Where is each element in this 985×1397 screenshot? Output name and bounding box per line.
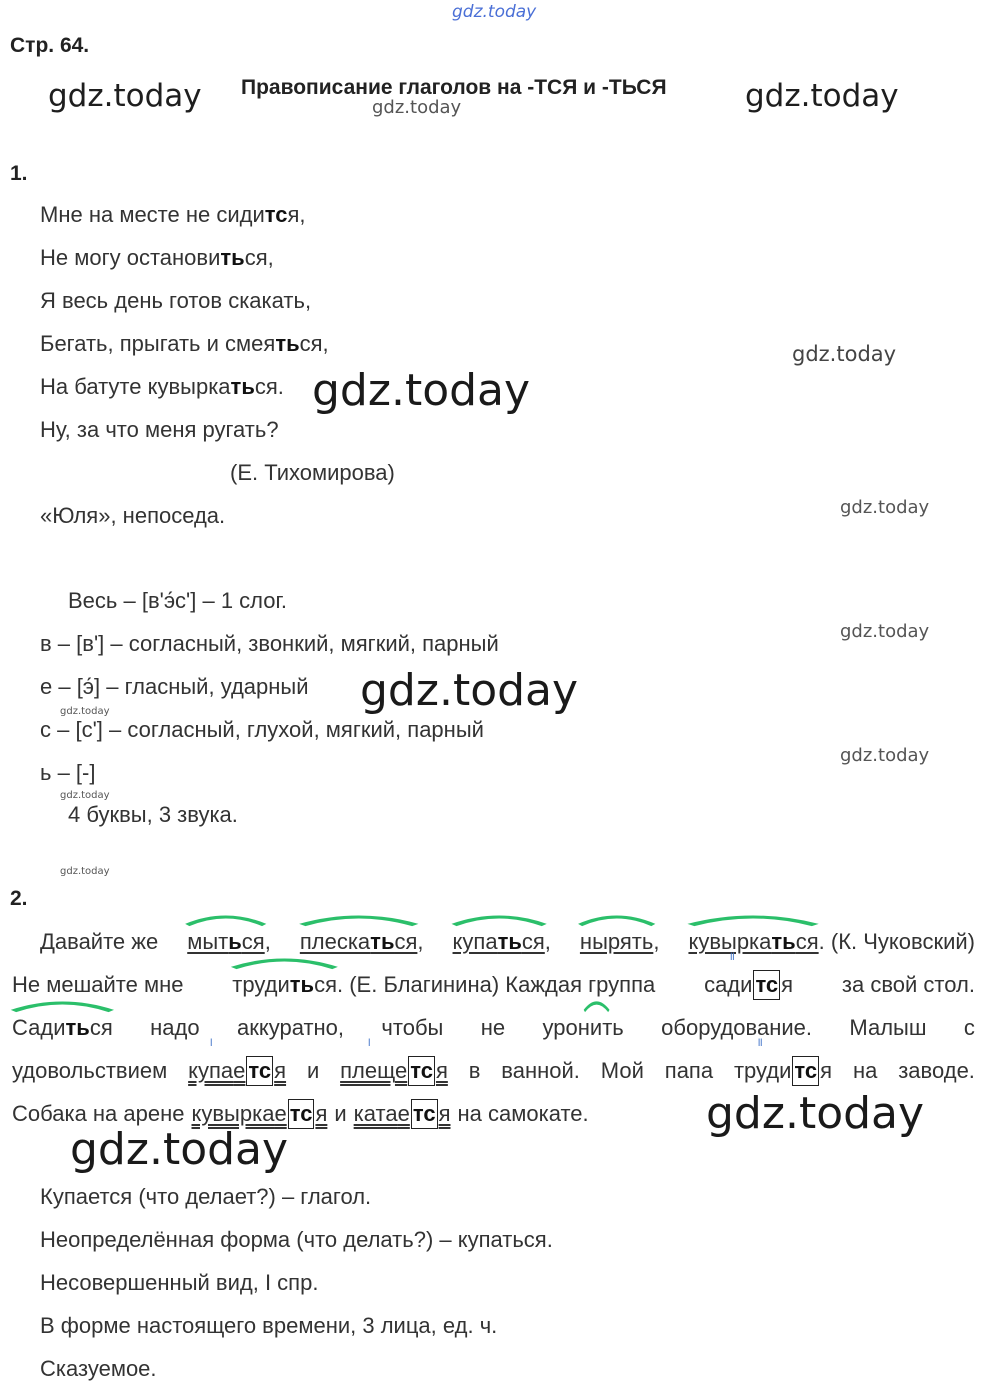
watermark: gdz.today (360, 665, 579, 716)
text-segment: надо (150, 1015, 200, 1040)
analysis-line: Неопределённая форма (что делать?) – купаться. (40, 1227, 553, 1252)
verb: катае тс я (354, 1092, 451, 1135)
verb: уронить (543, 1006, 624, 1049)
stress-mark: ll (730, 952, 735, 963)
poem-author: (Е. Тихомирова) (230, 460, 395, 485)
stress-mark: l (368, 1038, 371, 1049)
text-segment: аккуратно, (236, 1015, 345, 1040)
watermark: gdz.today (745, 78, 899, 114)
watermark: gdz.today (48, 78, 202, 114)
verb: нырять, (580, 920, 660, 963)
text-segment: заводе. (898, 1058, 975, 1083)
verb: ll сади тс я (704, 963, 793, 1006)
watermark: gdz.today (372, 97, 462, 118)
root-mark (296, 911, 422, 927)
text-segment: и (334, 1101, 347, 1126)
verb: мыться, (187, 920, 271, 963)
phonetic-letter: в – [в'] – согласный, звонкий, мягкий, парный (40, 631, 499, 656)
root-mark (183, 911, 268, 927)
text-row (12, 920, 975, 963)
text-segment: чтобы (381, 1015, 444, 1040)
watermark: gdz.today (840, 621, 930, 642)
text-segment: на самокате. (457, 1101, 589, 1126)
watermark: gdz.today (792, 342, 897, 366)
analysis-line: Сказуемое. (40, 1356, 157, 1381)
analysis-line: Купается (что делает?) – глагол. (40, 1184, 372, 1209)
root-mark (583, 997, 610, 1013)
text-segment: не (480, 1015, 506, 1040)
text-segment: папа (664, 1058, 714, 1083)
verb: l купае тс я (188, 1049, 286, 1092)
verb: кувыркае тс я (192, 1092, 328, 1135)
text-row (12, 1006, 975, 1049)
watermark: gdz.today (312, 365, 531, 416)
analysis-line: В форме настоящего времени, 3 лица, ед. ч. (40, 1313, 498, 1338)
stress-mark: l (210, 1038, 213, 1049)
watermark: gdz.today (60, 866, 110, 877)
page-title: Правописание глаголов на -ТСЯ и -ТЬСЯ (241, 76, 667, 99)
verb: кувыркаться. (К. Чуковский) (688, 920, 975, 963)
phonetic-letter: е – [э́] – гласный, ударный (40, 674, 309, 699)
text-segment: оборудование. (661, 1015, 813, 1040)
page-label: Стр. 64. (10, 34, 90, 57)
text-segment: на (852, 1058, 878, 1083)
text-segment: ванной. (501, 1058, 580, 1083)
poem-line: Я весь день готов скакать, (40, 288, 312, 313)
text-segment: удовольствием (12, 1058, 168, 1083)
phonetic-letter: ь – [-] (40, 760, 96, 785)
watermark: gdz.today (60, 790, 110, 801)
text-segment: с (963, 1015, 975, 1040)
text-row (12, 952, 975, 1006)
watermark: gdz.today (840, 745, 930, 766)
root-mark (449, 911, 549, 927)
poem-line: Бегать, прыгать и смеяться, (40, 331, 329, 356)
text-segment: Давайте же (40, 929, 159, 954)
watermark: gdz.today (840, 497, 930, 518)
exercise-2-text (12, 920, 975, 1135)
poem-line: Мне на месте не сидится, (40, 202, 306, 227)
verb: ll труди тс я (734, 1049, 832, 1092)
verb: купаться, (453, 920, 551, 963)
root-mark (8, 997, 117, 1013)
answer-text: «Юля», непоседа. (40, 503, 226, 528)
text-segment: Мой (600, 1058, 644, 1083)
phonetic-summary: 4 буквы, 3 звука. (68, 802, 238, 827)
verb: Садиться (12, 1006, 113, 1049)
text-segment: Собака на арене (12, 1101, 185, 1126)
verb: плескаться, (300, 920, 424, 963)
verb: трудиться. (Е. Благинина) Каждая группа (232, 963, 655, 1006)
root-mark (228, 954, 341, 970)
text-segment: Малыш (849, 1015, 927, 1040)
root-mark (576, 911, 657, 927)
poem-line: Не могу остановиться, (40, 245, 274, 270)
poem-line: На батуте кувыркаться. (40, 374, 284, 399)
analysis-line: Несовершенный вид, I спр. (40, 1270, 319, 1295)
text-segment: и (306, 1058, 320, 1083)
text-segment: за свой стол. (841, 972, 975, 997)
text-row (12, 1092, 975, 1135)
exercise-number: 2. (10, 887, 28, 910)
text-segment: в (468, 1058, 481, 1083)
watermark: gdz.today (452, 2, 537, 22)
phonetic-letter: с – [с'] – согласный, глухой, мягкий, парный (40, 717, 484, 742)
phonetic-word: Весь – [в'э́с'] – 1 слог. (68, 588, 287, 613)
watermark: gdz.today (70, 1124, 289, 1175)
watermark: gdz.today (706, 1088, 925, 1139)
stress-mark: ll (757, 1038, 763, 1049)
text-row (12, 1038, 975, 1092)
exercise-number: 1. (10, 162, 28, 185)
verb: l плеще тс я (340, 1049, 448, 1092)
root-mark (684, 911, 822, 927)
watermark: gdz.today (60, 706, 110, 717)
text-segment: Не мешайте мне (12, 972, 184, 997)
poem-line: Ну, за что меня ругать? (40, 417, 279, 442)
